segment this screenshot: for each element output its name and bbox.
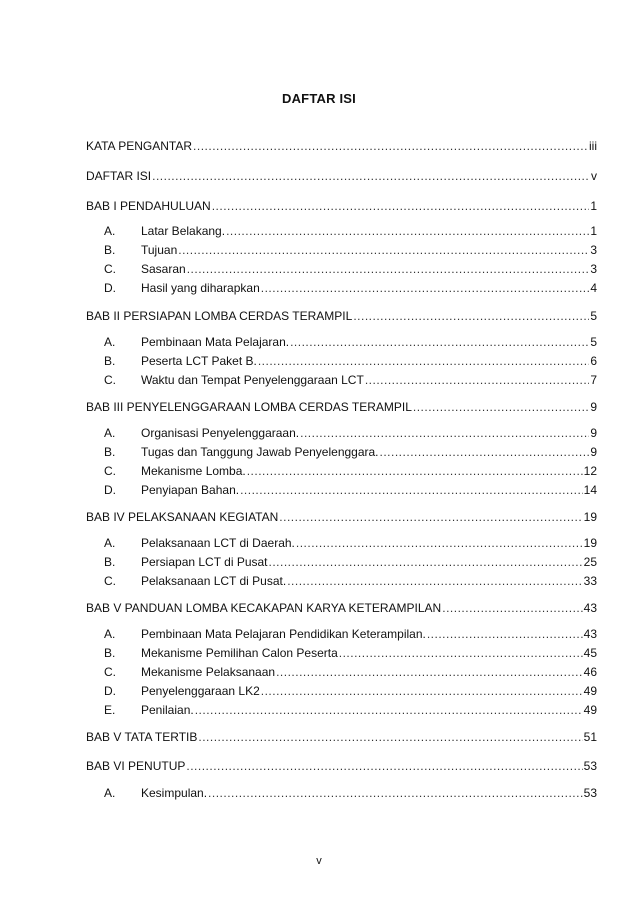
toc-entry-title: Mekanisme Pemilihan Calon Peserta <box>141 646 338 660</box>
dot-leader <box>339 646 583 661</box>
toc-entry-letter: B. <box>104 354 116 368</box>
toc-entry-page: 49 <box>583 684 597 698</box>
toc-entry-title: Hasil yang diharapkan <box>141 281 260 295</box>
toc-entry-page: 43 <box>583 601 597 615</box>
dot-leader <box>261 281 590 296</box>
toc-entry <box>86 138 597 154</box>
dot-leader <box>187 262 590 277</box>
toc-subentry <box>104 573 597 589</box>
toc-entry-title: Penilaian. <box>141 703 194 717</box>
dot-leader <box>152 169 590 184</box>
toc-entry-letter: A. <box>104 627 116 641</box>
dot-leader <box>208 786 583 801</box>
dot-leader <box>300 426 589 441</box>
toc-entry-letter: E. <box>104 703 116 717</box>
toc-entry-letter: B. <box>104 243 116 257</box>
toc-entry-letter: A. <box>104 786 116 800</box>
dot-leader <box>193 139 588 154</box>
page-number-footer: v <box>316 855 322 867</box>
toc-entry-page: 1 <box>590 224 597 238</box>
toc-entry-letter: D. <box>104 684 116 698</box>
toc-entry-page: 43 <box>583 627 597 641</box>
toc-entry-page: 5 <box>590 335 597 349</box>
toc-entry-title: BAB V TATA TERTIB <box>86 730 198 744</box>
toc-entry-page: 9 <box>590 400 597 414</box>
toc-entry-letter: A. <box>104 536 116 550</box>
toc-entry-page: 53 <box>583 759 597 773</box>
toc-entry-title: BAB IV PELAKSANAAN KEGIATAN <box>86 510 279 524</box>
toc-subentry <box>104 645 597 661</box>
dot-leader <box>290 335 589 350</box>
toc-entry-title: BAB II PERSIAPAN LOMBA CERDAS TERAMPIL <box>86 309 353 323</box>
toc-entry-title: Pelaksanaan LCT di Pusat. <box>141 574 287 588</box>
dot-leader <box>380 445 590 460</box>
dot-leader <box>198 730 582 745</box>
toc-subentry <box>104 353 597 369</box>
toc-entry-letter: B. <box>104 555 116 569</box>
toc-entry-letter: C. <box>104 262 116 276</box>
toc-entry-title: Tujuan <box>141 243 178 257</box>
toc-entry-title: Penyiapan Bahan. <box>141 483 240 497</box>
toc-entry-title: Pembinaan Mata Pelajaran Pendidikan Keterampilan. <box>141 627 426 641</box>
dot-leader <box>296 536 583 551</box>
toc-entry-page: 46 <box>583 665 597 679</box>
toc-entry-letter: D. <box>104 281 116 295</box>
page-title: DAFTAR ISI <box>282 91 356 106</box>
dot-leader <box>240 483 583 498</box>
toc-subentry <box>104 702 597 718</box>
toc-entry-page: v <box>591 169 597 183</box>
toc-subentry <box>104 372 597 388</box>
toc-subentry <box>104 785 597 801</box>
dot-leader <box>212 199 590 214</box>
toc-entry-page: 3 <box>590 243 597 257</box>
toc-entry-page: 45 <box>583 646 597 660</box>
toc-subentry <box>104 463 597 479</box>
toc-subentry <box>104 444 597 460</box>
toc-entry-letter: C. <box>104 373 116 387</box>
dot-leader <box>178 243 589 258</box>
toc-entry-page: 9 <box>590 426 597 440</box>
dot-leader <box>258 354 589 369</box>
dot-leader <box>261 684 583 699</box>
toc-entry-page: 53 <box>583 786 597 800</box>
toc-entry-title: Mekanisme Lomba. <box>141 464 246 478</box>
toc-entry-page: 7 <box>590 373 597 387</box>
dot-leader <box>413 400 589 415</box>
toc-subentry <box>104 664 597 680</box>
toc-entry <box>86 308 597 324</box>
toc-entry <box>86 600 597 616</box>
toc-entry-page: 1 <box>590 199 597 213</box>
toc-subentry <box>104 242 597 258</box>
toc-entry-letter: B. <box>104 445 116 459</box>
dot-leader <box>365 373 590 388</box>
dot-leader <box>279 510 582 525</box>
toc-entry-title: Tugas dan Tanggung Jawab Penyelenggara. <box>141 445 379 459</box>
dot-leader <box>442 601 582 616</box>
toc-entry-page: 12 <box>583 464 597 478</box>
dot-leader <box>276 665 583 680</box>
dot-leader <box>247 464 583 479</box>
toc-entry-title: Kesimpulan. <box>141 786 208 800</box>
toc-entry-letter: C. <box>104 464 116 478</box>
toc-entry-title: Peserta LCT Paket B. <box>141 354 257 368</box>
toc-entry-title: Organisasi Penyelenggaraan. <box>141 426 300 440</box>
toc-entry-title: Latar Belakang. <box>141 224 226 238</box>
dot-leader <box>287 574 582 589</box>
toc-entry-page: 14 <box>583 483 597 497</box>
toc-subentry <box>104 482 597 498</box>
toc-entry-letter: D. <box>104 483 116 497</box>
toc-entry-title: Waktu dan Tempat Penyelenggaraan LCT <box>141 373 364 387</box>
toc-subentry <box>104 261 597 277</box>
dot-leader <box>195 703 583 718</box>
toc-entry-page: 19 <box>583 536 597 550</box>
toc-entry-page: 4 <box>590 281 597 295</box>
toc-entry-page: iii <box>589 139 597 153</box>
toc-subentry <box>104 223 597 239</box>
toc-entry-title: BAB III PENYELENGGARAAN LOMBA CERDAS TERAMPIL <box>86 400 412 414</box>
dot-leader <box>226 224 589 239</box>
toc-entry <box>86 198 597 214</box>
toc-entry-title: Pelaksanaan LCT di Daerah. <box>141 536 295 550</box>
toc-entry-page: 9 <box>590 445 597 459</box>
toc-entry-title: KATA PENGANTAR <box>86 139 193 153</box>
toc-entry-title: Penyelenggaraan LK2 <box>141 684 260 698</box>
toc-entry-page: 6 <box>590 354 597 368</box>
toc-entry-title: BAB I PENDAHULUAN <box>86 199 211 213</box>
dot-leader <box>269 555 583 570</box>
toc-entry <box>86 168 597 184</box>
toc-entry-title: DAFTAR ISI <box>86 169 152 183</box>
toc-entry-letter: A. <box>104 426 116 440</box>
toc-entry-page: 19 <box>583 510 597 524</box>
toc-subentry <box>104 535 597 551</box>
toc-entry-letter: B. <box>104 646 116 660</box>
toc-entry-page: 49 <box>583 703 597 717</box>
toc-entry <box>86 758 597 774</box>
toc-entry-title: BAB VI PENUTUP <box>86 759 186 773</box>
dot-leader <box>186 759 582 774</box>
toc-entry-title: BAB V PANDUAN LOMBA KECAKAPAN KARYA KETERAMPILAN <box>86 601 442 615</box>
toc-entry-title: Sasaran <box>141 262 186 276</box>
toc-entry <box>86 729 597 745</box>
toc-subentry <box>104 626 597 642</box>
toc-subentry <box>104 425 597 441</box>
toc-entry-title: Pembinaan Mata Pelajaran. <box>141 335 290 349</box>
toc-subentry <box>104 334 597 350</box>
toc-entry <box>86 509 597 525</box>
toc-entry-letter: C. <box>104 665 116 679</box>
toc-entry-page: 33 <box>583 574 597 588</box>
toc-subentry <box>104 554 597 570</box>
toc-subentry <box>104 280 597 296</box>
toc-entry-letter: A. <box>104 335 116 349</box>
toc-entry-page: 25 <box>583 555 597 569</box>
toc-entry-letter: C. <box>104 574 116 588</box>
toc-entry-page: 5 <box>590 309 597 323</box>
toc-entry <box>86 399 597 415</box>
dot-leader <box>427 627 583 642</box>
toc-entry-page: 3 <box>590 262 597 276</box>
toc-subentry <box>104 683 597 699</box>
toc-entry-title: Mekanisme Pelaksanaan <box>141 665 276 679</box>
dot-leader <box>353 309 589 324</box>
toc-entry-letter: A. <box>104 224 116 238</box>
toc-entry-page: 51 <box>583 730 597 744</box>
toc-entry-title: Persiapan LCT di Pusat <box>141 555 268 569</box>
